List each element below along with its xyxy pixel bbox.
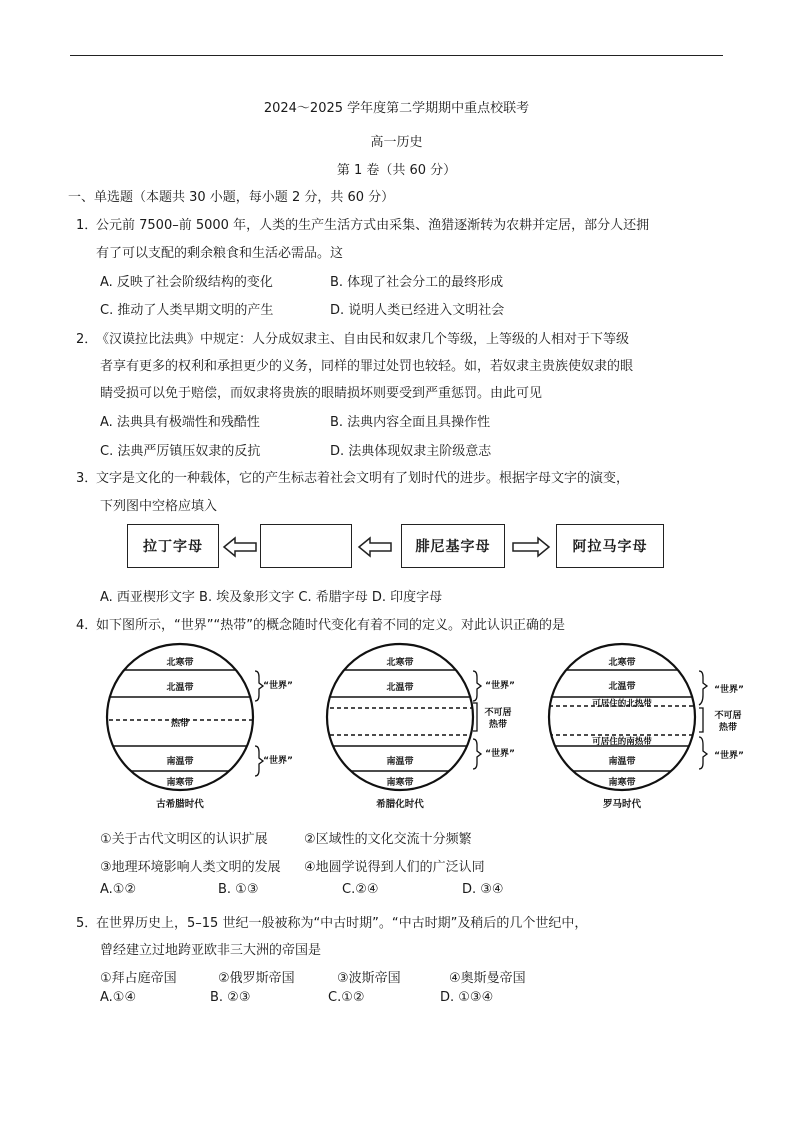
q2-line2: 者享有更多的权利和承担更少的义务，同样的罪过处罚也较轻。如，若奴隶主贵族使奴隶的眼 xyxy=(100,359,634,374)
g1-caption: 古希腊时代 xyxy=(156,799,204,810)
q1-option-d: D. 说明人类已经进入文明社会 xyxy=(330,303,505,318)
q5-line1: 在世界历史上，5–15 世纪一般被称为“中古时期”。“中古时期”及稍后的几个世纪中， xyxy=(96,916,588,931)
q4-option-c: C.②④ xyxy=(342,882,379,897)
g2-south-temp: 南温带 xyxy=(386,757,414,767)
g3-caption: 罗马时代 xyxy=(602,799,642,810)
q4-option-d: D. ③④ xyxy=(462,882,504,897)
g3-habitable-north: 可居住的北热带 xyxy=(592,699,652,709)
g1-tropic: 热带 xyxy=(170,719,190,729)
exam-title: 2024～2025 学年度第二学期期中重点校联考 xyxy=(263,101,530,116)
globe-ancient-greek xyxy=(95,644,295,810)
alphabet-box-latin: 拉丁字母 xyxy=(127,524,219,568)
g1-south-temp: 南温带 xyxy=(166,757,194,767)
g2-world-bottom: “世界” xyxy=(485,749,515,759)
q5-statement-4: ④奥斯曼帝国 xyxy=(449,971,526,986)
g3-world-bottom: “世界” xyxy=(714,751,744,761)
g3-world-top: “世界” xyxy=(714,685,744,695)
volume-title: 第 1 卷（共 60 分） xyxy=(336,163,457,178)
alphabet-box-blank xyxy=(260,524,352,568)
q1-option-a: A. 反映了社会阶级结构的变化 xyxy=(100,275,273,290)
g3-uninhabitable-1: 不可居 xyxy=(714,711,742,721)
q4-option-a: A.①② xyxy=(100,882,137,897)
q1-line1: 公元前 7500–前 5000 年，人类的生产生活方式由采集、渔猎逐渐转为农耕并定居，部分人还拥 xyxy=(96,218,650,233)
q2-option-a: A. 法典具有极端性和残酷性 xyxy=(100,415,260,430)
g2-uninhabitable-1: 不可居 xyxy=(484,708,512,718)
g2-world-top: “世界” xyxy=(485,681,515,691)
section-heading: 一、单选题（本题共 30 小题，每小题 2 分，共 60 分） xyxy=(68,190,395,205)
g1-south-cold: 南寒带 xyxy=(166,778,194,788)
g3-habitable-south: 可居住的南热带 xyxy=(592,737,652,747)
g1-north-temp: 北温带 xyxy=(166,683,194,693)
q5-option-d: D. ①③④ xyxy=(440,990,494,1005)
q1-line2: 有了可以支配的剩余粮食和生活必需品。这 xyxy=(96,246,344,261)
g2-caption: 希腊化时代 xyxy=(376,799,424,810)
g3-north-cold: 北寒带 xyxy=(608,658,636,668)
left-arrow-icon xyxy=(222,536,258,558)
g1-north-cold: 北寒带 xyxy=(166,658,194,668)
header-rule xyxy=(70,55,723,56)
right-arrow-icon xyxy=(511,536,551,558)
q4-statement-2: ②区域性的文化交流十分频繁 xyxy=(304,832,472,847)
alphabet-box-phoenician: 腓尼基字母 xyxy=(401,524,505,568)
q5-number: 5． xyxy=(76,916,98,931)
g3-north-temp: 北温带 xyxy=(608,682,636,692)
q1-option-b: B. 体现了社会分工的最终形成 xyxy=(330,275,504,290)
alphabet-box-aramaic: 阿拉马字母 xyxy=(556,524,664,568)
q5-statement-3: ③波斯帝国 xyxy=(337,971,401,986)
q5-option-b: B. ②③ xyxy=(210,990,251,1005)
q1-number: 1． xyxy=(76,218,98,233)
g2-north-temp: 北温带 xyxy=(386,683,414,693)
q5-statement-1: ①拜占庭帝国 xyxy=(100,971,177,986)
g1-world-top: “世界” xyxy=(263,681,293,691)
q5-option-a: A.①④ xyxy=(100,990,137,1005)
globe-roman xyxy=(535,644,744,810)
q3-line1: 文字是文化的一种载体，它的产生标志着社会文明有了划时代的进步。根据字母文字的演变， xyxy=(96,471,630,486)
q4-line1: 如下图所示，“世界”“热带”的概念随时代变化有着不同的定义。对此认识正确的是 xyxy=(96,618,565,633)
q3-number: 3． xyxy=(76,471,98,486)
q3-options: A. 西亚楔形文字 B. 埃及象形文字 C. 希腊字母 D. 印度字母 xyxy=(100,590,443,605)
q4-statement-3: ③地理环境影响人类文明的发展 xyxy=(100,860,281,875)
g3-south-cold: 南寒带 xyxy=(608,778,636,788)
q2-option-c: C. 法典严厉镇压奴隶的反抗 xyxy=(100,444,261,459)
q4-option-b: B. ①③ xyxy=(218,882,259,897)
q2-line3: 睛受损可以免于赔偿，而奴隶将贵族的眼睛损坏则要受到严重惩罚。由此可见 xyxy=(100,386,543,401)
g3-south-temp: 南温带 xyxy=(608,757,636,767)
q2-number: 2． xyxy=(76,332,98,347)
climate-zones-figure xyxy=(95,640,765,815)
q4-statement-4: ④地圆学说得到人们的广泛认同 xyxy=(304,860,485,875)
left-arrow-icon xyxy=(357,536,393,558)
g1-world-bottom: “世界” xyxy=(263,756,293,766)
q4-number: 4． xyxy=(76,618,98,633)
globe-hellenistic xyxy=(295,644,515,810)
q3-line2: 下列图中空格应填入 xyxy=(100,499,218,514)
q2-line1: 《汉谟拉比法典》中规定：人分成奴隶主、自由民和奴隶几个等级，上等级的人相对于下等级 xyxy=(96,332,630,347)
subject-title: 高一历史 xyxy=(370,135,423,150)
g2-north-cold: 北寒带 xyxy=(386,658,414,668)
g2-south-cold: 南寒带 xyxy=(386,778,414,788)
g3-uninhabitable-2: 热带 xyxy=(718,723,738,733)
g2-uninhabitable-2: 热带 xyxy=(488,720,508,730)
q2-option-d: D. 法典体现奴隶主阶级意志 xyxy=(330,444,492,459)
q5-option-c: C.①② xyxy=(328,990,365,1005)
q4-statement-1: ①关于古代文明区的认识扩展 xyxy=(100,832,268,847)
q5-statement-2: ②俄罗斯帝国 xyxy=(218,971,295,986)
q5-line2: 曾经建立过地跨亚欧非三大洲的帝国是 xyxy=(100,943,322,958)
q2-option-b: B. 法典内容全面且具操作性 xyxy=(330,415,491,430)
q1-option-c: C. 推动了人类早期文明的产生 xyxy=(100,303,274,318)
